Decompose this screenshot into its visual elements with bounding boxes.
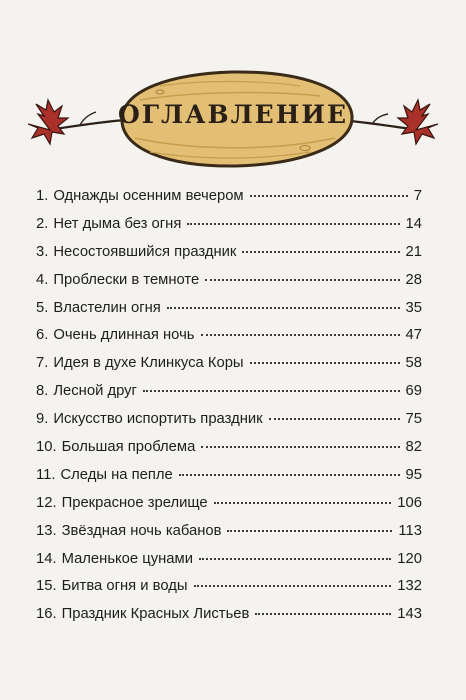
toc-entry-title: Искусство испортить праздник xyxy=(53,411,263,428)
toc-entry-page-number: 82 xyxy=(405,439,422,456)
toc-entry-page-number: 47 xyxy=(405,327,422,344)
toc-entry-number: 7. xyxy=(36,355,49,372)
toc-dot-leader xyxy=(250,195,408,197)
toc-entry-title: Очень длинная ночь xyxy=(53,327,195,344)
toc-entry xyxy=(36,327,422,355)
wooden-sign-illustration xyxy=(0,60,466,180)
toc-entry-title: Прекрасное зрелище xyxy=(61,494,208,511)
toc-entry-title: Лесной друг xyxy=(53,383,137,400)
toc-entry-title: Властелин огня xyxy=(53,299,161,316)
toc-entry xyxy=(36,495,422,523)
toc-entry-title: Следы на пепле xyxy=(60,466,173,483)
right-maple-leaf-icon xyxy=(398,100,438,144)
toc-dot-leader xyxy=(205,279,399,281)
toc-entry-number: 10. xyxy=(36,439,57,456)
header-banner xyxy=(0,60,466,180)
toc-entry xyxy=(36,523,422,551)
toc-entry-title: Праздник Красных Листьев xyxy=(61,606,250,623)
toc-entry-page-number: 95 xyxy=(405,466,422,483)
toc-entry-number: 5. xyxy=(36,299,49,316)
toc-entry-title: Большая проблема xyxy=(61,439,196,456)
toc-entry-number: 13. xyxy=(36,522,57,539)
toc-dot-leader xyxy=(179,474,400,476)
toc-entry-number: 12. xyxy=(36,494,57,511)
toc-entry xyxy=(36,578,422,606)
toc-entry-page-number: 35 xyxy=(405,299,422,316)
toc-entry-page-number: 106 xyxy=(397,494,422,511)
toc-entry-number: 11. xyxy=(36,466,56,483)
toc-entry-page-number: 69 xyxy=(405,383,422,400)
toc-entry-number: 15. xyxy=(36,578,57,595)
toc-entry-title: Маленькое цунами xyxy=(61,550,193,567)
toc-dot-leader xyxy=(201,446,399,448)
toc-entry-number: 2. xyxy=(36,215,49,232)
toc-dot-leader xyxy=(143,390,400,392)
toc-entry-page-number: 7 xyxy=(413,188,422,204)
toc-entry-page-number: 120 xyxy=(397,550,422,567)
toc-entry-page-number: 21 xyxy=(405,243,422,260)
toc-dot-leader xyxy=(167,307,400,309)
toc-entry xyxy=(36,272,422,300)
toc-entry-number: 4. xyxy=(36,271,49,288)
toc-entry-title: Несостоявшийся праздник xyxy=(53,243,237,260)
toc-entry-number: 9. xyxy=(36,411,49,428)
page-title: ОГЛАВЛЕНИЕ xyxy=(117,100,349,129)
toc-dot-leader xyxy=(250,362,400,364)
toc-entry-number: 1. xyxy=(36,188,49,204)
toc-entry-page-number: 132 xyxy=(397,578,422,595)
toc-entry xyxy=(36,244,422,272)
toc-entry xyxy=(36,439,422,467)
toc-entry xyxy=(36,188,422,216)
toc-entry-number: 8. xyxy=(36,383,49,400)
toc-dot-leader xyxy=(255,613,391,615)
toc-dot-leader xyxy=(201,334,400,336)
toc-entry-number: 14. xyxy=(36,550,57,567)
toc-entry xyxy=(36,606,422,634)
toc-entry-number: 3. xyxy=(36,243,49,260)
toc-entry xyxy=(36,300,422,328)
table-of-contents xyxy=(36,188,422,634)
toc-dot-leader xyxy=(214,502,392,504)
toc-entry-number: 6. xyxy=(36,327,49,344)
toc-dot-leader xyxy=(187,223,399,225)
toc-entry-page-number: 14 xyxy=(405,215,422,232)
toc-entry-title: Битва огня и воды xyxy=(61,578,188,595)
toc-entry-page-number: 58 xyxy=(405,355,422,372)
toc-entry xyxy=(36,383,422,411)
toc-dot-leader xyxy=(269,418,400,420)
toc-entry-title: Идея в духе Клинкуса Коры xyxy=(53,355,244,372)
toc-entry-title: Проблески в темноте xyxy=(53,271,200,288)
toc-entry-page-number: 143 xyxy=(397,606,422,623)
left-maple-leaf-icon xyxy=(28,100,68,144)
toc-dot-leader xyxy=(194,585,392,587)
toc-entry-page-number: 113 xyxy=(398,522,422,539)
toc-entry-title: Нет дыма без огня xyxy=(53,215,182,232)
toc-dot-leader xyxy=(227,530,392,532)
wooden-oval-sign xyxy=(122,72,352,166)
toc-entry-title: Звёздная ночь кабанов xyxy=(61,522,222,539)
toc-entry xyxy=(36,216,422,244)
toc-entry xyxy=(36,355,422,383)
toc-dot-leader xyxy=(199,558,391,560)
toc-entry-title: Однажды осенним вечером xyxy=(53,188,244,204)
toc-entry xyxy=(36,467,422,495)
toc-entry-number: 16. xyxy=(36,606,57,623)
toc-dot-leader xyxy=(242,251,399,253)
toc-entry xyxy=(36,551,422,579)
toc-entry-page-number: 75 xyxy=(405,411,422,428)
toc-entry xyxy=(36,411,422,439)
toc-entry-page-number: 28 xyxy=(405,271,422,288)
